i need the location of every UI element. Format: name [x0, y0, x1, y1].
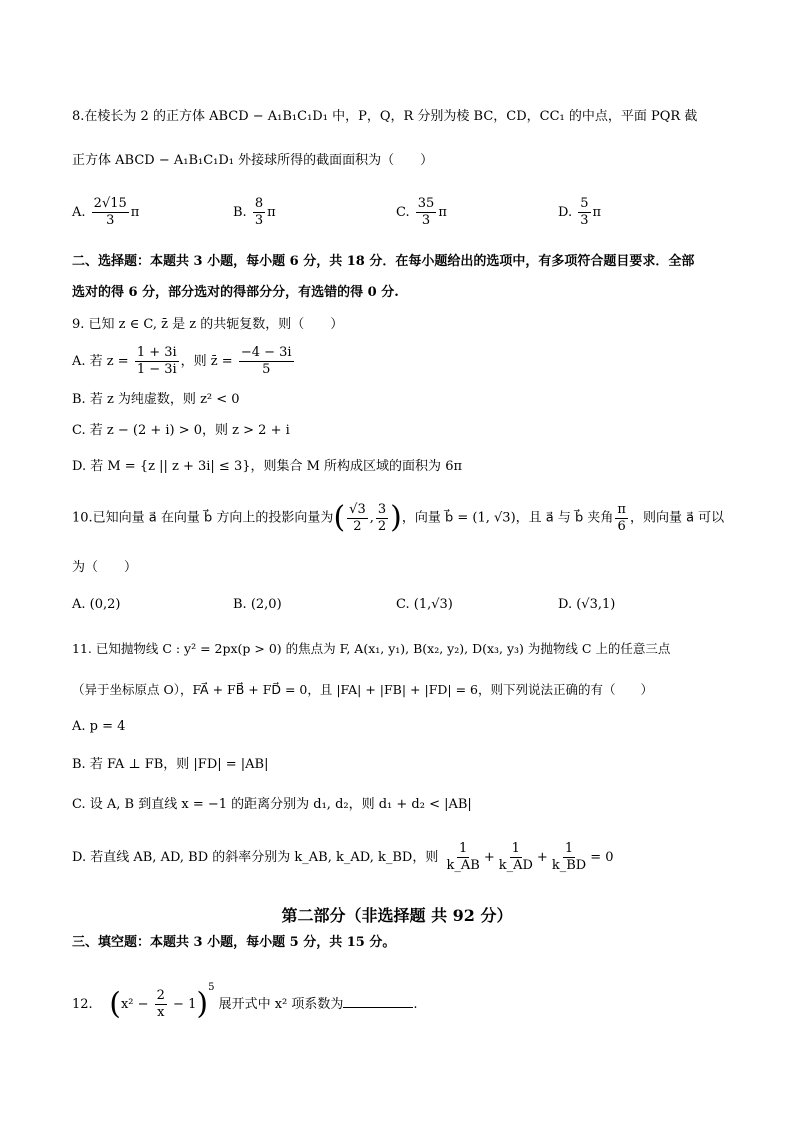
q11-option-d-term2: $\frac{1}{k\_AD}$ [498, 841, 533, 873]
q10-stem-line2: 为（ ） [72, 560, 138, 575]
q8-option-a: A. $\frac{2√15}{3}$ π [72, 196, 140, 228]
q10-angle: $\frac{\pi}{6}$ [617, 501, 626, 534]
q8-option-c-fraction: $\frac{35}{3}$ [417, 196, 435, 228]
section2-line1: 二、选择题：本题共 3 小题，每小题 6 分，共 18 分．在每小题给出的选项中，有多项符合题目要求．全部 [72, 254, 695, 269]
q11-option-a: A. p = 4 [72, 719, 126, 734]
part2-title: 第二部分（非选择题 共 92 分） [281, 906, 513, 925]
q9-option-a: A. 若 z = $\frac{1 + 3i}{1 - 3i}$ ，则 z̄ = $\frac{-4 - 3i}{5}$ [72, 345, 292, 377]
q8-option-b: B. $\frac{8}{3}$ π [233, 196, 276, 228]
q8-option-a-fraction: $\frac{2√15}{3}$ [93, 196, 127, 228]
q11-stem-line1: 11. 已知抛物线 C : y² = 2px(p > 0) 的焦点为 F, A(x₁, y₁), B(x₂, y₂), D(x₃, y₃) 为抛物线 C 上的任意三点 [72, 641, 671, 656]
q9-option-c: C. 若 z − (2 + i) > 0，则 z > 2 + i [72, 423, 290, 438]
q12-stem: 12. (x² − $\frac{2}{x}$ − 1)$^5$ 展开式中 x² 项系数为 . [72, 982, 418, 1022]
q10-option-c: C. (1,√3) [396, 597, 453, 612]
q11-stem-line2: （异于坐标原点 O），FA⃗ + FB⃗ + FD⃗ = 0，且 |FA| + |FB| + |FD| = 6，则下列说法正确的有（ ） [72, 682, 653, 697]
q10-option-a: A. (0,2) [72, 597, 121, 612]
q10-option-b: B. (2,0) [233, 597, 282, 612]
q8-stem-line2: 正方体 ABCD − A₁B₁C₁D₁ 外接球所得的截面面积为（ ） [72, 153, 434, 168]
q8-option-c: C. $\frac{35}{3}$ π [396, 196, 447, 228]
q9-option-b: B. 若 z 为纯虚数，则 z² < 0 [72, 392, 240, 407]
q9-stem: 9. 已知 z ∈ C, z̄ 是 z 的共轭复数，则（ ） [72, 317, 344, 332]
section3-heading: 三、填空题：本题共 3 小题，每小题 5 分，共 15 分。 [72, 935, 396, 950]
q11-option-b: B. 若 FA ⊥ FB，则 |FD| = |AB| [72, 757, 269, 772]
q10-stem-line1: 10.已知向量 a⃗ 在向量 b⃗ 方向上的投影向量为( $\frac{√3}{2}$ , $\frac{3}{2}$ )，向量 b⃗ = (1, √3)，且 a⃗ 与 b⃗ 夹角 $\frac{\pi}{6}$ ，则向量 a⃗ 可以 [72, 500, 725, 535]
q9-option-d: D. 若 M = {z || z + 3i| ≤ 3}，则集合 M 所构成区域的面积为 6π [72, 459, 463, 474]
q9-option-a-fraction1: $\frac{1 + 3i}{1 - 3i}$ [136, 345, 177, 377]
q11-option-d-term3: $\frac{1}{k\_BD}$ [551, 841, 587, 873]
q10-projection-x: $\frac{√3}{2}$ [349, 501, 366, 534]
q10-option-d: D. (√3,1) [558, 597, 616, 612]
q12-answer-blank[interactable] [343, 995, 413, 1008]
q11-option-c: C. 设 A, B 到直线 x = −1 的距离分别为 d₁, d₂，则 d₁ + d₂ < |AB| [72, 797, 472, 812]
q8-stem-line1: 8.在棱长为 2 的正方体 ABCD − A₁B₁C₁D₁ 中，P，Q，R 分别为棱 BC，CD，CC₁ 的中点，平面 PQR 截 [72, 109, 698, 124]
q11-option-d-term1: $\frac{1}{k\_AB}$ [446, 841, 480, 873]
q10-projection-y: $\frac{3}{2}$ [377, 501, 387, 534]
q11-option-d: D. 若直线 AB, AD, BD 的斜率分别为 k_AB, k_AD, k_BD，则 $\frac{1}{k\_AB}$ + $\frac{1}{k\_AD}$ + $\frac{1}{k\_BD}$ = 0 [72, 841, 614, 873]
q8-option-d-fraction: $\frac{5}{3}$ [580, 196, 589, 228]
section2-line2: 选对的得 6 分，部分选对的得部分分，有选错的得 0 分. [72, 285, 399, 300]
q8-option-d: D. $\frac{5}{3}$ π [558, 196, 602, 228]
q12-fraction: $\frac{2}{x}$ [156, 988, 165, 1020]
q9-option-a-fraction2: $\frac{-4 - 3i}{5}$ [240, 345, 292, 377]
q8-option-b-fraction: $\frac{8}{3}$ [254, 196, 264, 228]
